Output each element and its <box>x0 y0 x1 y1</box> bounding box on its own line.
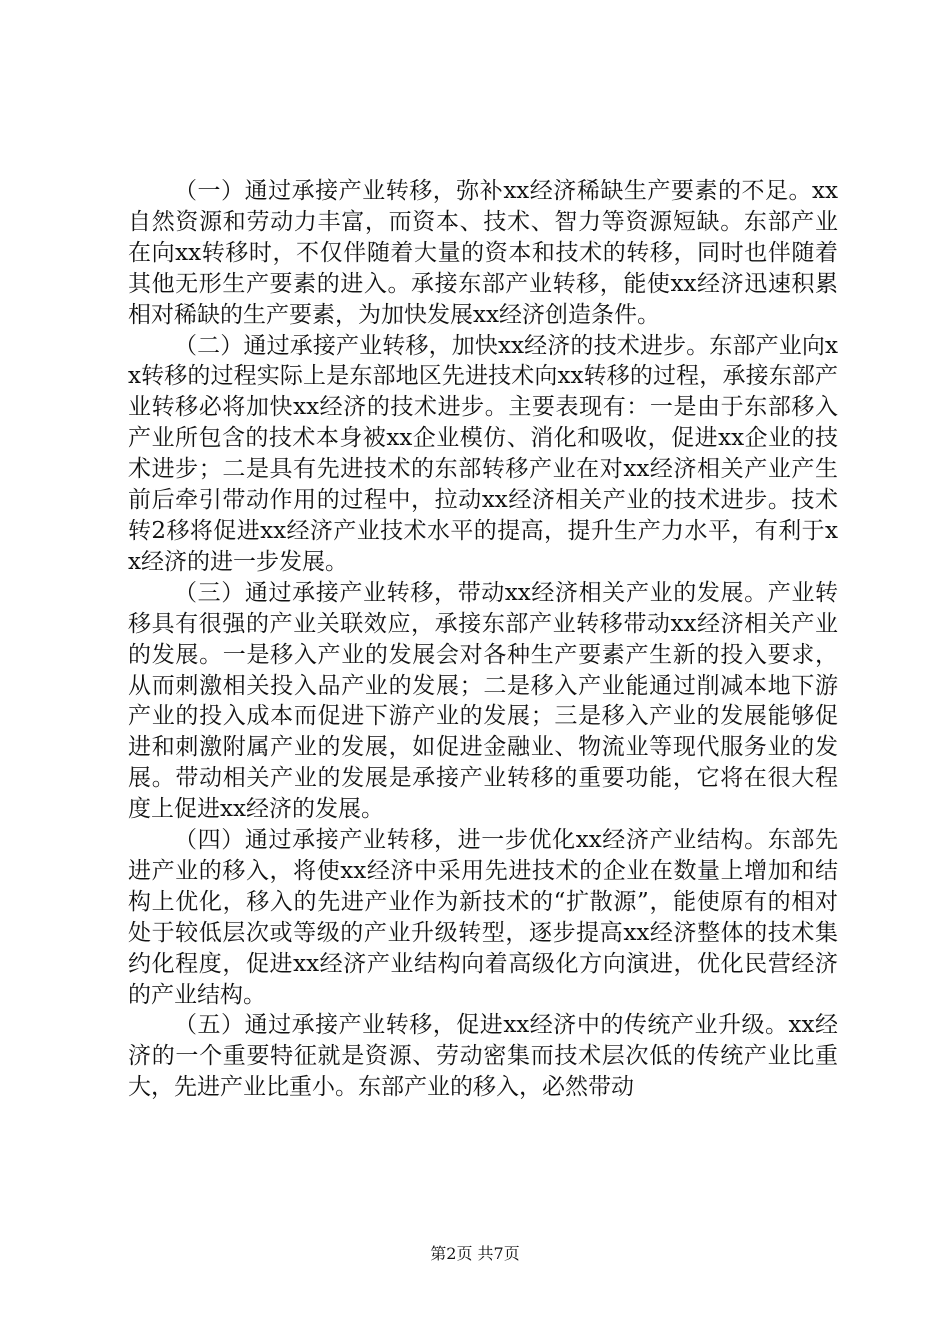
page-footer: 第2页 共7页 <box>430 1244 520 1263</box>
paragraph-4: （四）通过承接产业转移，进一步优化xx经济产业结构。东部先进产业的移入，将使xx经济中采用先进技术的企业在数量上增加和结构上优化，移入的先进产业作为新技术的“扩散源”，能使原有的相对处于较低层次或等级的产业升级转型，逐步提高xx经济整体的技术集约化程度，促进xx经济产业结构向着高级化方向演进，优化民营经济的产业结构。 <box>128 827 838 1008</box>
paragraph-2: （二）通过承接产业转移，加快xx经济的技术进步。东部产业向xx转移的过程实际上是东部地区先进技术向xx转移的过程，承接东部产业转移必将加快xx经济的技术进步。主要表现有：一是由于东部移入产业所包含的技术本身被xx企业模仿、消化和吸收，促进xx企业的技术进步；二是具有先进技术的东部转移产业在对xx经济相关产业产生前后牵引带动作用的过程中，拉动xx经济相关产业的技术进步。技术转2移将促进xx经济产业技术水平的提高，提升生产力水平，有利于xx经济的进一步发展。 <box>128 332 838 575</box>
paragraph-3: （三）通过承接产业转移，带动xx经济相关产业的发展。产业转移具有很强的产业关联效应，承接东部产业转移带动xx经济相关产业的发展。一是移入产业的发展会对各种生产要素产生新的投入要求，从而刺激相关投入品产业的发展；二是移入产业能通过削减本地下游产业的投入成本而促进下游产业的发展；三是移入产业的发展能够促进和刺激附属产业的发展，如促进金融业、物流业等现代服务业的发展。带动相关产业的发展是承接产业转移的重要功能，它将在很大程度上促进xx经济的发展。 <box>128 579 838 823</box>
document-body <box>128 176 838 1103</box>
paragraph-5: （五）通过承接产业转移，促进xx经济中的传统产业升级。xx经济的一个重要特征就是资源、劳动密集而技术层次低的传统产业比重大，先进产业比重小。东部产业的移入，必然带动 <box>128 1012 838 1101</box>
paragraph-1: （一）通过承接产业转移，弥补xx经济稀缺生产要素的不足。xx自然资源和劳动力丰富，而资本、技术、智力等资源短缺。东部产业在向xx转移时，不仅伴随着大量的资本和技术的转移，同时也伴随着其他无形生产要素的进入。承接东部产业转移，能使xx经济迅速积累相对稀缺的生产要素，为加快发展xx经济创造条件。 <box>128 178 838 328</box>
